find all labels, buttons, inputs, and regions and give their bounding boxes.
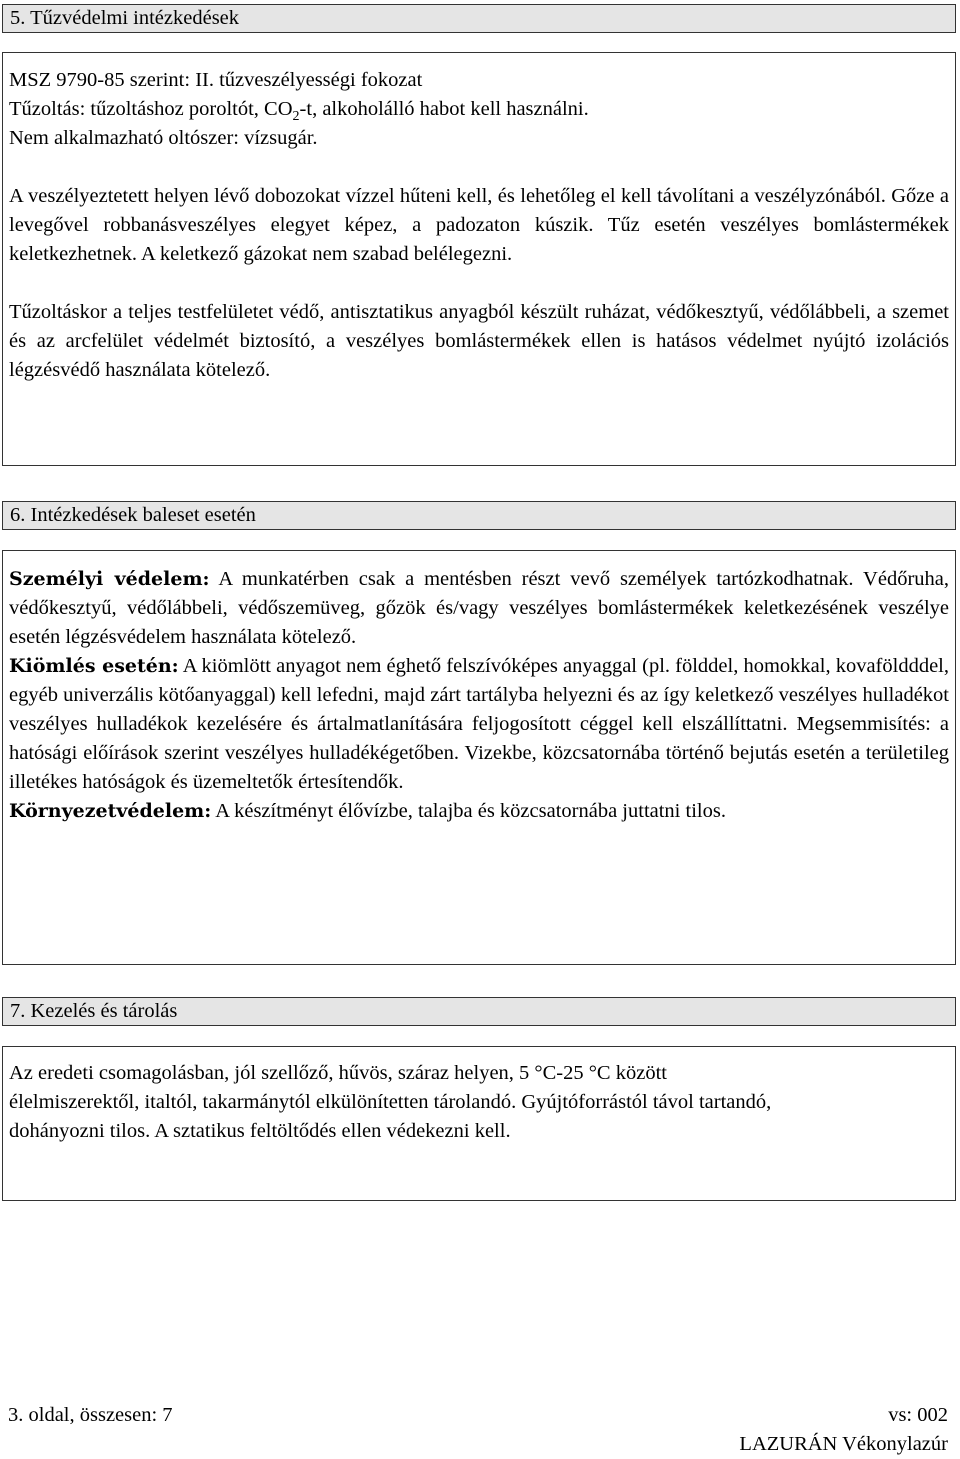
storage-line-3: dohányozni tilos. A sztatikus feltöltődés ellen védekezni kell. (9, 1120, 511, 1142)
version-label: vs: 002 (888, 1404, 948, 1426)
storage-line-1: Az eredeti csomagolásban, jól szellőző, hűvös, száraz helyen, 5 °C-25 °C között (9, 1062, 667, 1084)
section-6-box (2, 550, 956, 965)
spill-paragraph: Kiömlés esetén: A kiömlött anyagot nem éghető felszívóképes anyaggal (pl. földdel, homokkal, kovaföldddel, egyéb univerzális kötőanyaggal) kell lefedni, majd zárt tartályba helyezni és az így keletkező veszélyes hulladékot veszélyes hulladékok kezelésére és ártalmatlanítására feljogosított céggel kell elszállíttatni. Megsemmisítés: a hatósági előírások szerint veszélyes hulladékégetőben. Vizekbe, közcsatornába történő bejutás esetén a területileg illetékes hatóságok és üzemeltetők értesítendők. (9, 655, 949, 793)
section-5-header: 5. Tűzvédelmi intézkedések (2, 4, 956, 33)
fire-hazard-class: MSZ 9790-85 szerint: II. tűzveszélyességi fokozat (9, 69, 423, 91)
page-number: 3. oldal, összesen: 7 (8, 1404, 173, 1426)
environment-paragraph: Környezetvédelem: A készítményt élővízbe, talajba és közcsatornába juttatni tilos. (9, 800, 726, 822)
footer-row-1 (8, 1401, 948, 1430)
extinguishing-media: Tűzoltás: tűzoltáshoz poroltót, $CO_2-t$, alkoholálló habot kell használni. (9, 98, 589, 125)
section-5-box (2, 52, 956, 466)
fire-hazards-paragraph: A veszélyeztetett helyen lévő dobozokat vízzel hűteni kell, és lehetőleg el kell távolítani a veszélyzónából. Gőze a levegővel robbanásveszélyes elegyet képez, a padozaton kúszik. Tűz esetén veszélyes bomlástermékek keletkezhetnek. A keletkező gázokat nem szabad belélegezni. (9, 185, 949, 265)
personal-protection-label: Személyi védelem: (9, 568, 210, 590)
footer-row-2 (8, 1430, 948, 1459)
section-7-box (2, 1046, 956, 1201)
spill-label: Kiömlés esetén: (9, 655, 179, 677)
section-7-header: 7. Kezelés és tárolás (2, 997, 956, 1026)
section-6-header: 6. Intézkedések baleset esetén (2, 501, 956, 530)
product-name: LAZURÁN Vékonylazúr (739, 1433, 948, 1455)
environment-label: Környezetvédelem: (9, 800, 212, 822)
personal-protection-paragraph: Személyi védelem: A munkatérben csak a mentésben részt vevő személyek tartózkodhatnak. Védőruha, védőkesztyű, védőlábbeli, védőszemüveg, gőzök és/vagy veszélyes bomlástermékek keletkezésének veszélye esetén légzésvédelem használata kötelező. (9, 568, 950, 648)
storage-line-2: élelmiszerektől, italtól, takarmánytól elkülönítetten tárolandó. Gyújtóforrástól távol tartandó, (9, 1091, 772, 1113)
firefighter-protection-paragraph: Tűzoltáskor a teljes testfelületet védő, antisztatikus anyagból készült ruházat, védőkesztyű, védőlábbeli, a szemet és az arcfelület védelmét biztosító, a veszélyes bomlástermékek ellen is hatásos védelmet nyújtó izolációs légzésvédő használata kötelező. (9, 301, 949, 381)
unsuitable-media: Nem alkalmazható oltószer: vízsugár. (9, 127, 318, 149)
